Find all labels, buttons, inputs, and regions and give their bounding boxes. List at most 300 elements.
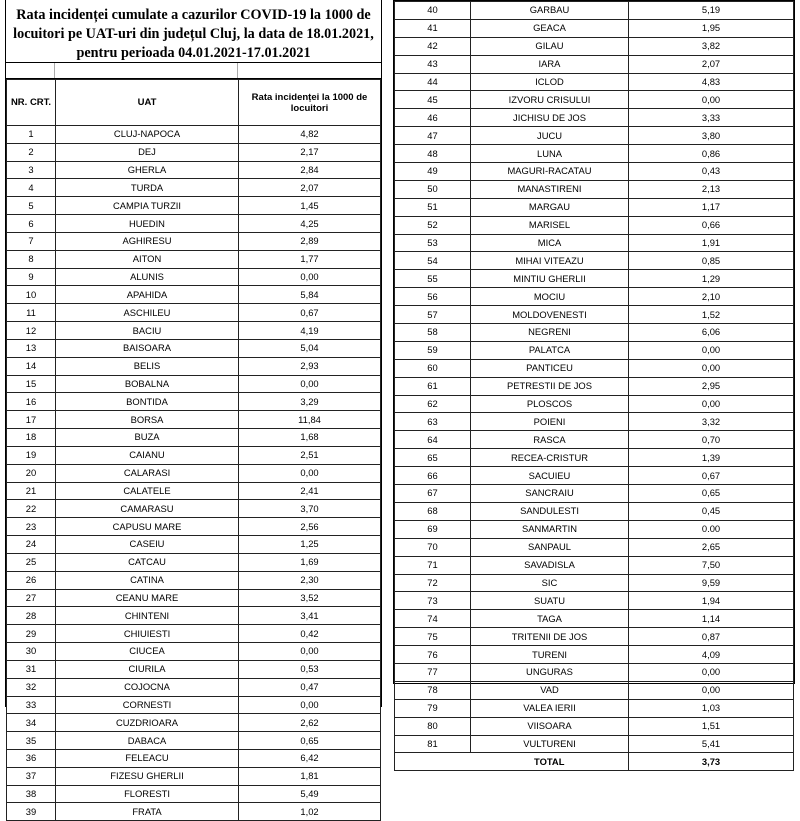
table-row <box>395 449 794 467</box>
row-number: 35 <box>7 732 56 750</box>
incidence-rate: 6,42 <box>239 749 381 767</box>
row-number: 11 <box>7 304 56 322</box>
incidence-rate: 0,00 <box>629 681 794 699</box>
table-row <box>395 306 794 324</box>
table-row <box>395 324 794 342</box>
table-row <box>7 268 381 286</box>
incidence-rate: 1,77 <box>239 250 381 268</box>
uat-name: SANMARTIN <box>471 520 629 538</box>
left-panel <box>5 0 382 817</box>
incidence-rate: 0,00 <box>629 359 794 377</box>
incidence-rate: 0,67 <box>629 467 794 485</box>
table-row <box>395 485 794 503</box>
row-number: 2 <box>7 143 56 161</box>
uat-name: DEJ <box>56 143 239 161</box>
uat-name: CATCAU <box>56 553 239 571</box>
row-number: 39 <box>7 803 56 821</box>
row-number: 55 <box>395 270 471 288</box>
row-number: 46 <box>395 109 471 127</box>
table-row <box>395 91 794 109</box>
row-number: 43 <box>395 55 471 73</box>
table-row <box>395 377 794 395</box>
row-number: 47 <box>395 127 471 145</box>
row-number: 58 <box>395 324 471 342</box>
incidence-rate: 1,69 <box>239 553 381 571</box>
right-panel <box>393 0 795 767</box>
incidence-rate: 4,09 <box>629 646 794 664</box>
incidence-rate: 5,84 <box>239 286 381 304</box>
incidence-rate: 11,84 <box>239 411 381 429</box>
incidence-rate: 1,81 <box>239 767 381 785</box>
row-number: 77 <box>395 663 471 681</box>
uat-name: CORNESTI <box>56 696 239 714</box>
table-row <box>395 556 794 574</box>
row-number: 22 <box>7 500 56 518</box>
uat-name: CHIUIESTI <box>56 625 239 643</box>
row-number: 70 <box>395 538 471 556</box>
uat-name: GARBAU <box>471 2 629 20</box>
incidence-rate: 2,62 <box>239 714 381 732</box>
table-row <box>395 234 794 252</box>
table-row <box>395 628 794 646</box>
uat-name: PALATCA <box>471 341 629 359</box>
table-row <box>7 625 381 643</box>
row-number: 65 <box>395 449 471 467</box>
header-uat: UAT <box>56 80 239 126</box>
row-number: 36 <box>7 749 56 767</box>
row-number: 75 <box>395 628 471 646</box>
uat-name: SACUIEU <box>471 467 629 485</box>
row-number: 68 <box>395 502 471 520</box>
row-number: 63 <box>395 413 471 431</box>
table-row <box>7 464 381 482</box>
row-number: 42 <box>395 37 471 55</box>
table-row <box>395 359 794 377</box>
incidence-rate: 1,68 <box>239 429 381 447</box>
incidence-rate: 0,65 <box>239 732 381 750</box>
table-row <box>7 643 381 661</box>
incidence-rate: 0,42 <box>239 625 381 643</box>
uat-name: CEANU MARE <box>56 589 239 607</box>
uat-name: RASCA <box>471 431 629 449</box>
uat-name: MOLDOVENESTI <box>471 306 629 324</box>
incidence-rate: 2,07 <box>629 55 794 73</box>
table-row <box>395 413 794 431</box>
uat-name: FRATA <box>56 803 239 821</box>
incidence-rate: 1,95 <box>629 19 794 37</box>
uat-name: BACIU <box>56 322 239 340</box>
row-number: 13 <box>7 339 56 357</box>
uat-name: CHINTENI <box>56 607 239 625</box>
row-number: 67 <box>395 485 471 503</box>
table-row <box>395 109 794 127</box>
uat-name: PANTICEU <box>471 359 629 377</box>
table-row <box>395 37 794 55</box>
incidence-rate: 0,86 <box>629 145 794 163</box>
uat-name: PETRESTII DE JOS <box>471 377 629 395</box>
table-row <box>395 288 794 306</box>
table-row <box>7 553 381 571</box>
uat-name: SUATU <box>471 592 629 610</box>
incidence-rate: 1,29 <box>629 270 794 288</box>
uat-name: BORSA <box>56 411 239 429</box>
row-number: 17 <box>7 411 56 429</box>
uat-name: IARA <box>471 55 629 73</box>
uat-name: DABACA <box>56 732 239 750</box>
table-row <box>395 252 794 270</box>
table-row <box>7 500 381 518</box>
table-row <box>395 19 794 37</box>
uat-name: BAISOARA <box>56 339 239 357</box>
table-row <box>7 286 381 304</box>
row-number: 80 <box>395 717 471 735</box>
row-number: 27 <box>7 589 56 607</box>
row-number: 73 <box>395 592 471 610</box>
row-number: 52 <box>395 216 471 234</box>
row-number: 69 <box>395 520 471 538</box>
total-label: TOTAL <box>471 753 629 771</box>
incidence-rate: 1,51 <box>629 717 794 735</box>
row-number: 57 <box>395 306 471 324</box>
row-number: 25 <box>7 553 56 571</box>
row-number: 78 <box>395 681 471 699</box>
incidence-rate: 0,00 <box>239 464 381 482</box>
row-number: 71 <box>395 556 471 574</box>
uat-name: SANCRAIU <box>471 485 629 503</box>
table-row <box>395 646 794 664</box>
row-number: 59 <box>395 341 471 359</box>
table-row <box>395 735 794 753</box>
row-number: 44 <box>395 73 471 91</box>
row-number: 51 <box>395 198 471 216</box>
row-number: 53 <box>395 234 471 252</box>
uat-name: TAGA <box>471 610 629 628</box>
uat-name: VIISOARA <box>471 717 629 735</box>
table-row <box>395 270 794 288</box>
table-row <box>7 250 381 268</box>
row-number: 6 <box>7 215 56 233</box>
table-row <box>7 482 381 500</box>
uat-name: JICHISU DE JOS <box>471 109 629 127</box>
uat-name: VULTURENI <box>471 735 629 753</box>
incidence-rate: 0,43 <box>629 163 794 181</box>
row-number: 32 <box>7 678 56 696</box>
incidence-rate: 0,00 <box>629 341 794 359</box>
table-row <box>395 73 794 91</box>
row-number: 49 <box>395 163 471 181</box>
table-row <box>7 696 381 714</box>
table-row <box>7 232 381 250</box>
row-number: 54 <box>395 252 471 270</box>
table-row <box>7 393 381 411</box>
incidence-rate: 4,25 <box>239 215 381 233</box>
total-value: 3,73 <box>629 753 794 771</box>
incidence-rate: 1,02 <box>239 803 381 821</box>
uat-name: SANPAUL <box>471 538 629 556</box>
incidence-rate: 2,17 <box>239 143 381 161</box>
incidence-rate: 5,19 <box>629 2 794 20</box>
row-number: 23 <box>7 518 56 536</box>
table-row <box>395 163 794 181</box>
row-number: 72 <box>395 574 471 592</box>
incidence-rate: 2,65 <box>629 538 794 556</box>
incidence-rate: 0,00 <box>239 268 381 286</box>
uat-name: TURDA <box>56 179 239 197</box>
right-table <box>394 1 794 771</box>
incidence-rate: 6,06 <box>629 324 794 342</box>
uat-name: LUNA <box>471 145 629 163</box>
document-title: Rata incidenței cumulate a cazurilor COVID-19 la 1000 de locuitori pe UAT-uri din județul Cluj, la data de 18.01.2021, pentru perioada 04.01.2021-17.01.2021 <box>13 7 374 61</box>
incidence-rate: 1,91 <box>629 234 794 252</box>
row-number: 19 <box>7 446 56 464</box>
uat-name: ASCHILEU <box>56 304 239 322</box>
incidence-rate: 0,00 <box>239 643 381 661</box>
table-header-row <box>7 80 381 126</box>
table-row <box>7 357 381 375</box>
table-row <box>7 518 381 536</box>
table-row <box>7 536 381 554</box>
table-row <box>7 322 381 340</box>
header-nr-crt: NR. CRT. <box>7 80 56 126</box>
uat-name: RECEA-CRISTUR <box>471 449 629 467</box>
table-row <box>7 446 381 464</box>
incidence-rate: 2,41 <box>239 482 381 500</box>
uat-name: FIZESU GHERLII <box>56 767 239 785</box>
uat-name: SIC <box>471 574 629 592</box>
incidence-rate: 0,65 <box>629 485 794 503</box>
row-number: 21 <box>7 482 56 500</box>
incidence-rate: 3,70 <box>239 500 381 518</box>
row-number: 48 <box>395 145 471 163</box>
row-number: 3 <box>7 161 56 179</box>
table-row <box>395 520 794 538</box>
table-row <box>395 592 794 610</box>
uat-name: BELIS <box>56 357 239 375</box>
uat-name: MIHAI VITEAZU <box>471 252 629 270</box>
table-row <box>395 180 794 198</box>
incidence-rate: 0,00 <box>239 696 381 714</box>
incidence-rate: 0,53 <box>239 660 381 678</box>
incidence-rate: 2,30 <box>239 571 381 589</box>
uat-name: VAD <box>471 681 629 699</box>
uat-name: CIUCEA <box>56 643 239 661</box>
incidence-rate: 4,83 <box>629 73 794 91</box>
uat-name: CALARASI <box>56 464 239 482</box>
uat-name: TRITENII DE JOS <box>471 628 629 646</box>
table-row <box>7 714 381 732</box>
incidence-rate: 3,33 <box>629 109 794 127</box>
row-number: 5 <box>7 197 56 215</box>
incidence-rate: 2,93 <box>239 357 381 375</box>
uat-name: CAPUSU MARE <box>56 518 239 536</box>
row-number: 45 <box>395 91 471 109</box>
row-number: 33 <box>7 696 56 714</box>
incidence-rate: 4,19 <box>239 322 381 340</box>
incidence-rate: 2,89 <box>239 232 381 250</box>
table-row <box>395 699 794 717</box>
uat-name: CIURILA <box>56 660 239 678</box>
row-number: 61 <box>395 377 471 395</box>
uat-name: NEGRENI <box>471 324 629 342</box>
incidence-rate: 2,84 <box>239 161 381 179</box>
row-number: 28 <box>7 607 56 625</box>
table-row <box>7 589 381 607</box>
row-number: 50 <box>395 180 471 198</box>
uat-name: MAGURI-RACATAU <box>471 163 629 181</box>
table-row <box>395 216 794 234</box>
uat-name: CAMPIA TURZII <box>56 197 239 215</box>
row-number: 38 <box>7 785 56 803</box>
incidence-rate: 0,66 <box>629 216 794 234</box>
row-number: 15 <box>7 375 56 393</box>
incidence-rate: 5,04 <box>239 339 381 357</box>
row-number: 7 <box>7 232 56 250</box>
uat-name: AITON <box>56 250 239 268</box>
table-row <box>7 179 381 197</box>
table-row <box>395 574 794 592</box>
incidence-rate: 1,52 <box>629 306 794 324</box>
row-number: 74 <box>395 610 471 628</box>
row-number: 60 <box>395 359 471 377</box>
row-number: 26 <box>7 571 56 589</box>
incidence-rate: 2,56 <box>239 518 381 536</box>
uat-name: UNGURAS <box>471 663 629 681</box>
incidence-rate: 4,82 <box>239 126 381 144</box>
uat-name: CLUJ-NAPOCA <box>56 126 239 144</box>
table-row <box>7 215 381 233</box>
uat-name: BOBALNA <box>56 375 239 393</box>
incidence-rate: 5,41 <box>629 735 794 753</box>
table-row <box>7 429 381 447</box>
total-row <box>395 753 794 771</box>
table-row <box>7 571 381 589</box>
row-number: 14 <box>7 357 56 375</box>
table-row <box>395 395 794 413</box>
table-row <box>7 660 381 678</box>
incidence-rate: 0,87 <box>629 628 794 646</box>
table-row <box>395 341 794 359</box>
incidence-rate: 0,45 <box>629 502 794 520</box>
table-row <box>7 678 381 696</box>
incidence-rate: 0,00 <box>239 375 381 393</box>
incidence-rate: 2,51 <box>239 446 381 464</box>
table-row <box>395 145 794 163</box>
incidence-rate: 2,13 <box>629 180 794 198</box>
row-number: 34 <box>7 714 56 732</box>
row-number: 76 <box>395 646 471 664</box>
row-number: 16 <box>7 393 56 411</box>
table-row <box>7 785 381 803</box>
row-number: 30 <box>7 643 56 661</box>
uat-name: POIENI <box>471 413 629 431</box>
table-row <box>7 767 381 785</box>
table-row <box>7 607 381 625</box>
incidence-rate: 0,00 <box>629 663 794 681</box>
uat-name: IZVORU CRISULUI <box>471 91 629 109</box>
incidence-rate: 3,41 <box>239 607 381 625</box>
uat-name: CUZDRIOARA <box>56 714 239 732</box>
incidence-rate: 1,25 <box>239 536 381 554</box>
table-row <box>7 197 381 215</box>
uat-name: ICLOD <box>471 73 629 91</box>
uat-name: CATINA <box>56 571 239 589</box>
table-row <box>7 411 381 429</box>
row-number: 79 <box>395 699 471 717</box>
incidence-rate: 1,45 <box>239 197 381 215</box>
row-number: 64 <box>395 431 471 449</box>
row-number: 18 <box>7 429 56 447</box>
table-row <box>7 126 381 144</box>
uat-name: COJOCNA <box>56 678 239 696</box>
row-number: 8 <box>7 250 56 268</box>
table-row <box>395 717 794 735</box>
table-row <box>395 198 794 216</box>
table-row <box>7 732 381 750</box>
incidence-rate: 0,85 <box>629 252 794 270</box>
table-row <box>395 610 794 628</box>
incidence-rate: 0,47 <box>239 678 381 696</box>
table-row <box>395 467 794 485</box>
table-row <box>7 749 381 767</box>
uat-name: BONTIDA <box>56 393 239 411</box>
incidence-rate: 1,39 <box>629 449 794 467</box>
incidence-rate: 3,32 <box>629 413 794 431</box>
row-number: 41 <box>395 19 471 37</box>
table-row <box>395 538 794 556</box>
table-row <box>7 339 381 357</box>
uat-name: AGHIRESU <box>56 232 239 250</box>
incidence-rate: 1,94 <box>629 592 794 610</box>
uat-name: ALUNIS <box>56 268 239 286</box>
uat-name: GHERLA <box>56 161 239 179</box>
table-row <box>7 375 381 393</box>
table-row <box>395 663 794 681</box>
row-number: 10 <box>7 286 56 304</box>
incidence-rate: 5,49 <box>239 785 381 803</box>
incidence-rate: 2,10 <box>629 288 794 306</box>
row-number: 40 <box>395 2 471 20</box>
incidence-rate: 0,67 <box>239 304 381 322</box>
incidence-rate: 0,70 <box>629 431 794 449</box>
uat-name: MARISEL <box>471 216 629 234</box>
uat-name: FLORESTI <box>56 785 239 803</box>
row-number: 24 <box>7 536 56 554</box>
row-number: 29 <box>7 625 56 643</box>
incidence-rate: 3,52 <box>239 589 381 607</box>
uat-name: BUZA <box>56 429 239 447</box>
incidence-rate: 3,29 <box>239 393 381 411</box>
incidence-rate: 2,95 <box>629 377 794 395</box>
incidence-rate: 3,80 <box>629 127 794 145</box>
header-rate: Rata incidenței la 1000 de locuitori <box>239 80 381 126</box>
table-row <box>395 2 794 20</box>
uat-name: MOCIU <box>471 288 629 306</box>
row-number: 56 <box>395 288 471 306</box>
uat-name: MINTIU GHERLII <box>471 270 629 288</box>
incidence-rate: 0,00 <box>629 395 794 413</box>
row-number: 1 <box>7 126 56 144</box>
uat-name: PLOSCOS <box>471 395 629 413</box>
row-number: 12 <box>7 322 56 340</box>
uat-name: TURENI <box>471 646 629 664</box>
uat-name: SAVADISLA <box>471 556 629 574</box>
table-row <box>7 143 381 161</box>
uat-name: SANDULESTI <box>471 502 629 520</box>
table-row <box>395 55 794 73</box>
row-number: 20 <box>7 464 56 482</box>
incidence-rate: 3,82 <box>629 37 794 55</box>
incidence-rate: 1,03 <box>629 699 794 717</box>
